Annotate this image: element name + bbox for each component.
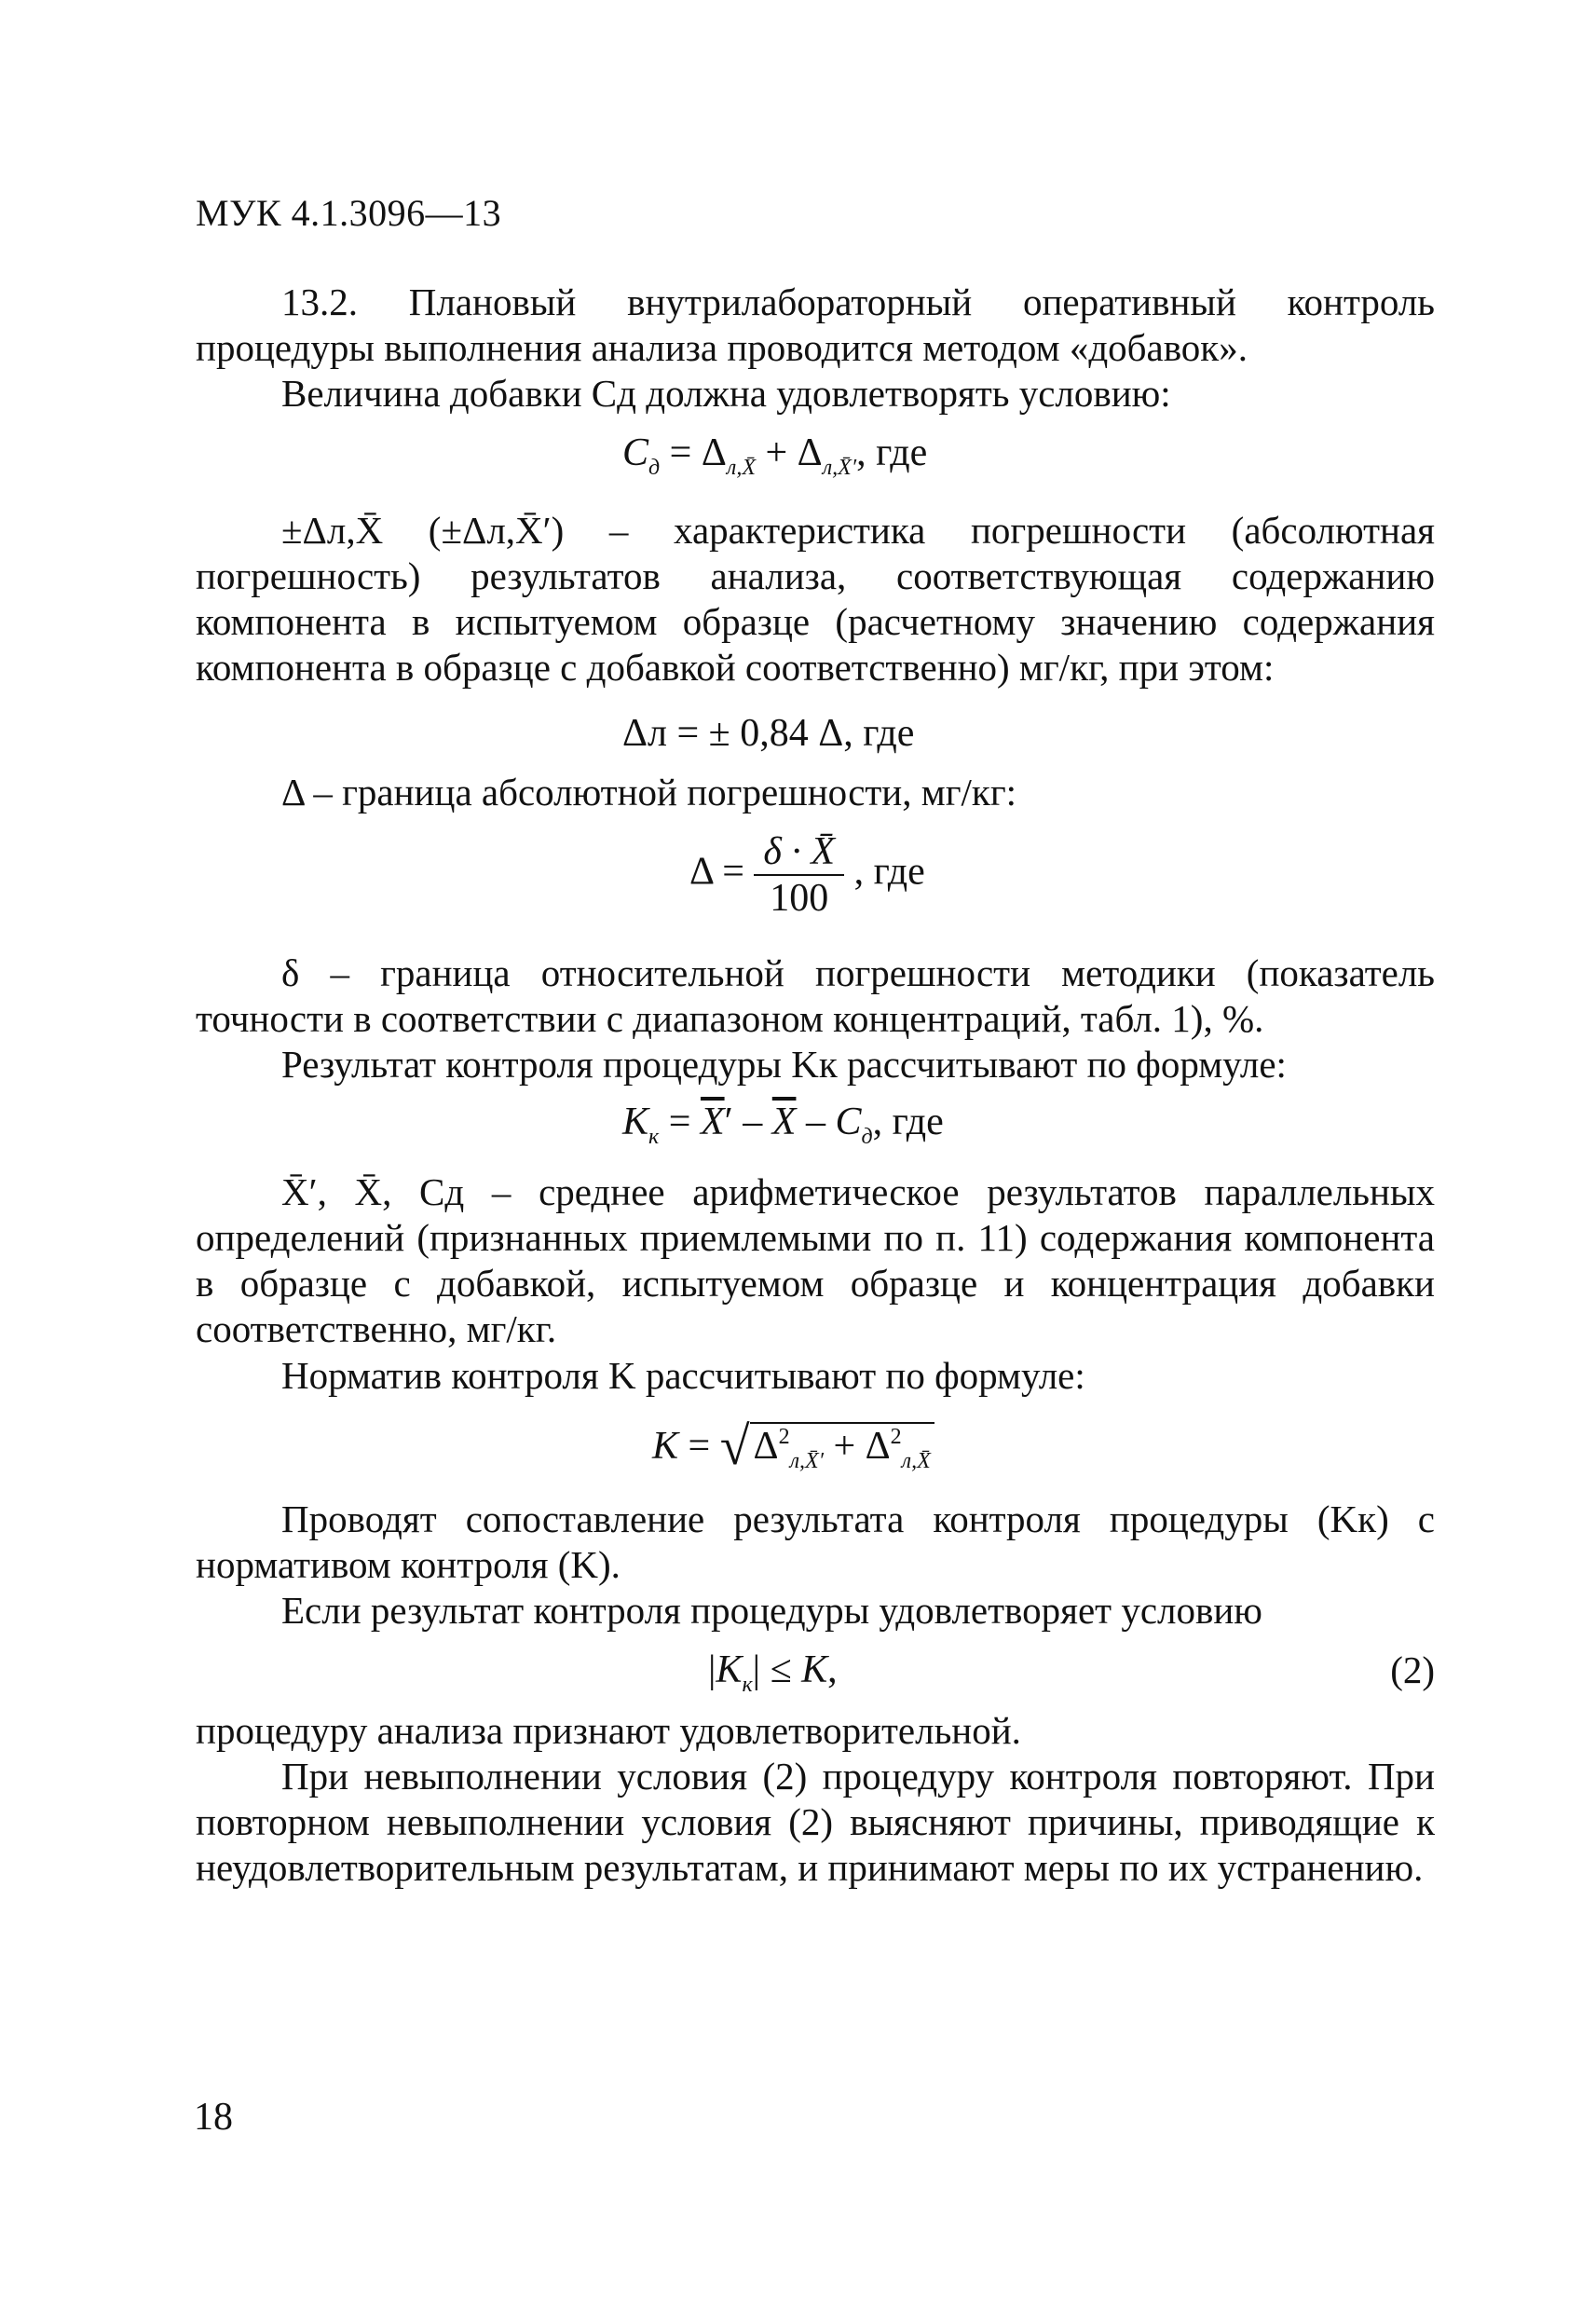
- paragraph-satisfactory: процедуру анализа признают удовлетворительной.: [196, 1709, 1021, 1752]
- formula-delta-numerator: δ · X̄: [754, 829, 844, 876]
- paragraph-condition-intro: Если результат контроля процедуры удовлетворяет условию: [281, 1589, 1262, 1632]
- paragraph-absolute-error: Δ – граница абсолютной погрешности, мг/кг:: [281, 771, 1017, 814]
- formula-delta: [689, 829, 925, 921]
- document-header: МУК 4.1.3096—13: [196, 192, 502, 234]
- equation-number: (2): [1390, 1648, 1435, 1691]
- formula-delta-fraction: [754, 829, 844, 921]
- paragraph-addition-condition: Величина добавки Cд должна удовлетворять условию:: [281, 372, 1171, 415]
- formula-delta-denominator: 100: [770, 877, 829, 920]
- paragraph-comparison: Проводят сопоставление результата контроля процедуры (Kк) с нормативом контроля (K).: [196, 1497, 1435, 1586]
- paragraph-relative-error: δ – граница относительной погрешности методики (показатель точности в соответствии с диапазоном концентраций, табл. 1), %.: [196, 951, 1435, 1040]
- page-number: 18: [194, 2096, 233, 2139]
- paragraph-control-norm: Норматив контроля K рассчитывают по формуле:: [281, 1354, 1085, 1397]
- formula-kk: $K_к = \overline{X}' - \overline{X} - C_д$, где: [622, 1101, 944, 1149]
- formula-delta-suffix: , где: [853, 850, 925, 894]
- paragraph-13-2: 13.2. Плановый внутрилабораторный оперативный контроль процедуры выполнения анализа проводится методом «добавок».: [196, 280, 1435, 369]
- formula-condition: $|K_к| \le K$,: [708, 1648, 838, 1697]
- formula-cd: $C_д = \Delta_{л,X̄} + \Delta_{л,X̄'}$, где: [622, 431, 928, 480]
- formula-k: $K = √\Delta^2_{л,X̄'} + \Delta^2_{л,X̄}$: [652, 1409, 934, 1471]
- paragraph-repeat-control: При невыполнении условия (2) процедуру контроля повторяют. При повторном невыполнении условия (2) выясняют причины, приводящие к неудовлетворительным результатам, и принимают меры по их устранению.: [196, 1755, 1435, 1889]
- formula-delta-lhs: Δ =: [689, 850, 744, 894]
- sqrt-expression: $√\Delta^2_{л,X̄'} + \Delta^2_{л,X̄}$: [720, 1409, 934, 1471]
- paragraph-error-characteristic: ±Δл,X̄ (±Δл,X̄′) – характеристика погрешности (абсолютная погрешность) результатов анализа, соответствующая содержанию компонента в испытуемом образце (расчетному значению содержания компонента в образце с добавкой соответственно) мг/кг, при этом:: [196, 509, 1435, 689]
- paragraph-control-result: Результат контроля процедуры Kк рассчитывают по формуле:: [281, 1043, 1287, 1086]
- paragraph-mean-definitions: X̄′, X̄, Cд – среднее арифметическое результатов параллельных определений (признанных приемлемыми по п. 11) содержания компонента в образце с добавкой, испытуемом образце и концентрация добавки соответственно, мг/кг.: [196, 1170, 1435, 1350]
- formula-delta-l: Δл = ± 0,84 Δ, где: [622, 712, 915, 755]
